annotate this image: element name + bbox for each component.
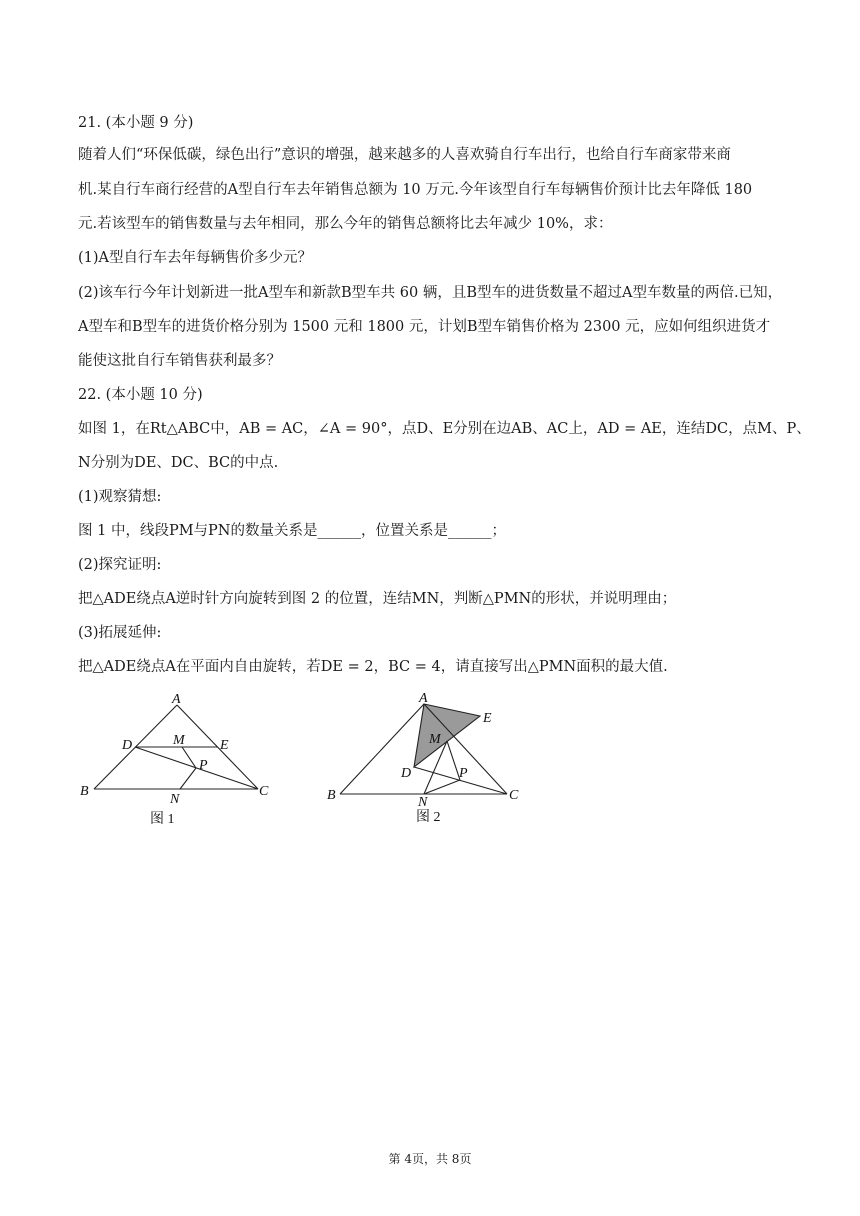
fig2-shaded-triangle-ade [414, 704, 480, 767]
q21-header: 21. (本小题 9 分) [78, 115, 194, 131]
fig1-label-c: C [259, 784, 269, 799]
fig2-caption: 图 2 [416, 810, 441, 825]
fig1-label-p: P [199, 758, 208, 773]
fig2-label-m: M [429, 732, 441, 747]
fig1-segment-pm [182, 747, 196, 768]
page-footer: 第 4页，共 8页 [388, 1152, 472, 1166]
figure-2 [322, 686, 530, 830]
fig1-label-e: E [220, 738, 229, 753]
fig2-side-ab [340, 704, 424, 794]
q22-part3-title: (3)拓展延伸: [78, 625, 162, 641]
fig1-label-m: M [173, 733, 185, 748]
fig1-label-b: B [80, 784, 89, 799]
fig1-label-n: N [170, 792, 180, 807]
q21-line1: 随着人们“环保低碳，绿色出行”意识的增强，越来越多的人喜欢骑自行车出行，也给自行车商家带来商 [78, 147, 731, 163]
q22-header: 22. (本小题 10 分) [78, 387, 203, 403]
q21-line2: 机.某自行车商行经营的A型自行车去年销售总额为 10 万元.今年该型自行车每辆售价预计比去年降低 180 [78, 182, 753, 198]
figure-1 [76, 688, 286, 830]
fig2-label-p: P [459, 766, 468, 781]
fig2-label-d: D [401, 766, 412, 781]
fig2-label-e: E [483, 711, 492, 726]
q21-part1: (1)A型自行车去年每辆售价多少元？ [78, 250, 313, 266]
q22-part3-text: 把△ADE绕点A在平面内自由旋转，若DE = 2，BC = 4，请直接写出△PMN面积的最大值. [78, 659, 668, 675]
q22-part1-title: (1)观察猜想: [78, 489, 162, 505]
fig2-label-c: C [509, 788, 519, 803]
q22-line2: N分别为DE、DC、BC的中点. [78, 455, 279, 471]
fig1-caption: 图 1 [150, 812, 175, 827]
q22-part2-title: (2)探究证明: [78, 557, 162, 573]
fig1-label-a: A [172, 692, 181, 707]
fig2-label-a: A [419, 691, 428, 706]
q21-line3: 元.若该型车的销售数量与去年相同，那么今年的销售总额将比去年减少 10%，求： [78, 216, 613, 232]
q22-line1: 如图 1，在Rt△ABC中，AB = AC，∠A = 90°，点D、E分别在边AB、AC上，AD = AE，连结DC，点M、P、 [78, 421, 811, 437]
fig2-label-n: N [418, 795, 428, 810]
fig2-label-b: B [327, 788, 336, 803]
q21-part2-line3: 能使这批自行车销售获利最多？ [78, 353, 281, 369]
q22-part1-text: 图 1 中，线段PM与PN的数量关系是______，位置关系是______； [78, 523, 506, 539]
q21-part2-line2: A型车和B型车的进货价格分别为 1500 元和 1800 元，计划B型车销售价格为 2300 元，应如何组织进货才 [78, 319, 771, 335]
q21-part2-line1: (2)该车行今年计划新进一批A型车和新款B型车共 60 辆，且B型车的进货数量不超过A型车数量的两倍.已知， [78, 285, 783, 301]
q22-part2-text: 把△ADE绕点A逆时针方向旋转到图 2 的位置，连结MN，判断△PMN的形状，并说明理由； [78, 591, 677, 607]
fig1-label-d: D [122, 738, 133, 753]
fig1-segment-dc [135, 747, 258, 789]
fig1-segment-pn [180, 768, 196, 789]
